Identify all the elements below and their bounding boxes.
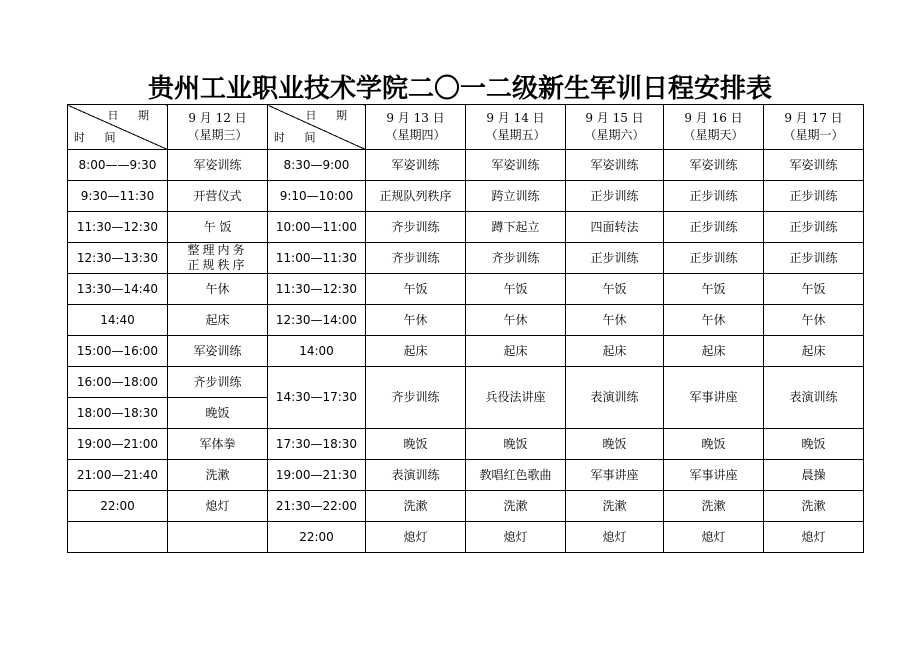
right-activity-cell: 正规队列秩序 [366,181,466,212]
left-time-cell: 19:00—21:00 [68,429,168,460]
right-activity-cell: 军姿训练 [466,150,566,181]
left-activity-cell: 军姿训练 [168,336,268,367]
left-activity-cell: 开营仪式 [168,181,268,212]
table-row [68,305,864,336]
left-time-cell: 15:00—16:00 [68,336,168,367]
right-time-cell: 10:00—11:00 [268,212,366,243]
right-activity-cell: 正步训练 [764,212,864,243]
table-row [68,181,864,212]
right-activity-cell: 熄灯 [566,522,664,553]
right-activity-cell: 晨操 [764,460,864,491]
right-activity-cell: 晚饭 [664,429,764,460]
left-time-cell: 12:30—13:30 [68,243,168,274]
right-activity-cell: 齐步训练 [466,243,566,274]
table-row [68,367,864,398]
table-row [68,460,864,491]
right-activity-cell: 起床 [366,336,466,367]
left-activity-cell: 晚饭 [168,398,268,429]
left-time-cell: 11:30—12:30 [68,212,168,243]
header-date: 9 月 17 日 [784,111,843,125]
right-activity-cell: 晚饭 [764,429,864,460]
right-activity-cell: 起床 [664,336,764,367]
right-time-cell: 17:30—18:30 [268,429,366,460]
left-activity-cell: 军姿训练 [168,150,268,181]
left-activity-cell: 军体拳 [168,429,268,460]
table-row [68,429,864,460]
table-row [68,336,864,367]
table-row [68,212,864,243]
right-activity-cell: 齐步训练 [366,212,466,243]
right-activity-cell: 午饭 [764,274,864,305]
header-date: 9 月 15 日 [585,111,644,125]
header-day-12 [168,105,268,150]
right-activity-cell: 军事讲座 [566,460,664,491]
right-activity-cell: 熄灯 [664,522,764,553]
right-activity-cell: 教唱红色歌曲 [466,460,566,491]
table-row [68,150,864,181]
table-row [68,522,864,553]
left-time-cell: 13:30—14:40 [68,274,168,305]
left-activity-cell [168,243,268,274]
left-activity-cell: 洗漱 [168,460,268,491]
right-activity-cell: 军事讲座 [664,367,764,429]
right-activity-cell: 蹲下起立 [466,212,566,243]
right-activity-cell: 正步训练 [566,243,664,274]
right-activity-cell: 熄灯 [764,522,864,553]
header-weekday: （星期三） [187,128,248,142]
left-time-cell: 14:40 [68,305,168,336]
right-activity-cell: 跨立训练 [466,181,566,212]
left-time-cell: 16:00—18:00 [68,367,168,398]
header-day-15 [566,105,664,150]
right-activity-cell: 齐步训练 [366,367,466,429]
right-activity-cell: 军姿训练 [566,150,664,181]
left-activity-cell [168,522,268,553]
right-activity-cell: 兵役法讲座 [466,367,566,429]
left-time-cell [68,522,168,553]
table-row [68,491,864,522]
right-activity-cell: 表演训练 [366,460,466,491]
left-time-cell: 18:00—18:30 [68,398,168,429]
header-weekday: （星期四） [385,128,446,142]
left-activity-cell: 熄灯 [168,491,268,522]
right-activity-cell: 表演训练 [566,367,664,429]
activity-line: 整理内务 [187,243,248,257]
header-row [68,105,864,150]
right-time-cell: 14:00 [268,336,366,367]
right-activity-cell: 四面转法 [566,212,664,243]
header-day-16 [664,105,764,150]
right-activity-cell: 洗漱 [764,491,864,522]
right-activity-cell: 晚饭 [366,429,466,460]
left-time-cell: 22:00 [68,491,168,522]
right-activity-cell: 正步训练 [566,181,664,212]
right-time-cell: 8:30—9:00 [268,150,366,181]
right-activity-cell: 午饭 [366,274,466,305]
right-activity-cell: 午饭 [466,274,566,305]
header-day-17 [764,105,864,150]
diag-time-label: 时 间 [274,131,324,144]
left-activity-cell: 起床 [168,305,268,336]
right-activity-cell: 晚饭 [466,429,566,460]
left-activity-cell: 午休 [168,274,268,305]
right-time-cell: 22:00 [268,522,366,553]
header-date: 9 月 12 日 [188,111,247,125]
header-date: 9 月 16 日 [684,111,743,125]
diag-date-label: 日 期 [107,109,157,122]
right-activity-cell: 午饭 [664,274,764,305]
right-time-cell: 9:10—10:00 [268,181,366,212]
left-time-cell: 21:00—21:40 [68,460,168,491]
right-activity-cell: 表演训练 [764,367,864,429]
right-activity-cell: 午休 [764,305,864,336]
right-activity-cell: 洗漱 [366,491,466,522]
right-activity-cell: 正步训练 [664,181,764,212]
right-activity-cell: 正步训练 [664,243,764,274]
right-activity-cell: 军事讲座 [664,460,764,491]
right-time-cell: 21:30—22:00 [268,491,366,522]
right-activity-cell: 正步训练 [764,243,864,274]
header-day-13 [366,105,466,150]
right-activity-cell: 军姿训练 [764,150,864,181]
right-activity-cell: 午休 [664,305,764,336]
right-time-cell: 12:30—14:00 [268,305,366,336]
right-activity-cell: 熄灯 [366,522,466,553]
left-time-cell: 8:00——9:30 [68,150,168,181]
right-activity-cell: 起床 [566,336,664,367]
right-activity-cell: 晚饭 [566,429,664,460]
diagonal-header-cell [68,105,168,150]
page-title: 贵州工业职业技术学院二〇一二级新生军训日程安排表 [147,74,772,104]
left-activity-cell: 齐步训练 [168,367,268,398]
right-activity-cell: 午饭 [566,274,664,305]
right-activity-cell: 齐步训练 [366,243,466,274]
right-time-cell: 14:30—17:30 [268,367,366,429]
right-activity-cell: 正步训练 [664,212,764,243]
right-activity-cell: 军姿训练 [664,150,764,181]
left-time-cell: 9:30—11:30 [68,181,168,212]
left-activity-cell: 午 饭 [168,212,268,243]
header-weekday: （星期天） [683,128,744,142]
table-row [68,274,864,305]
right-time-cell: 11:00—11:30 [268,243,366,274]
right-activity-cell: 起床 [764,336,864,367]
right-activity-cell: 午休 [366,305,466,336]
right-activity-cell: 正步训练 [764,181,864,212]
right-time-cell: 19:00—21:30 [268,460,366,491]
right-activity-cell: 熄灯 [466,522,566,553]
activity-line: 正规秩序 [187,258,248,272]
right-activity-cell: 洗漱 [566,491,664,522]
header-day-14 [466,105,566,150]
header-date: 9 月 13 日 [386,111,445,125]
right-activity-cell: 洗漱 [466,491,566,522]
right-time-cell: 11:30—12:30 [268,274,366,305]
header-weekday: （星期六） [584,128,645,142]
diag-time-label: 时 间 [74,131,124,144]
right-activity-cell: 起床 [466,336,566,367]
header-weekday: （星期一） [783,128,844,142]
header-date: 9 月 14 日 [486,111,545,125]
right-activity-cell: 午休 [466,305,566,336]
right-activity-cell: 午休 [566,305,664,336]
table-row [68,243,864,274]
right-activity-cell: 洗漱 [664,491,764,522]
diagonal-header-cell-2 [268,105,366,150]
right-activity-cell: 军姿训练 [366,150,466,181]
header-weekday: （星期五） [485,128,546,142]
schedule-table [67,104,864,553]
diag-date-label: 日 期 [305,109,355,122]
